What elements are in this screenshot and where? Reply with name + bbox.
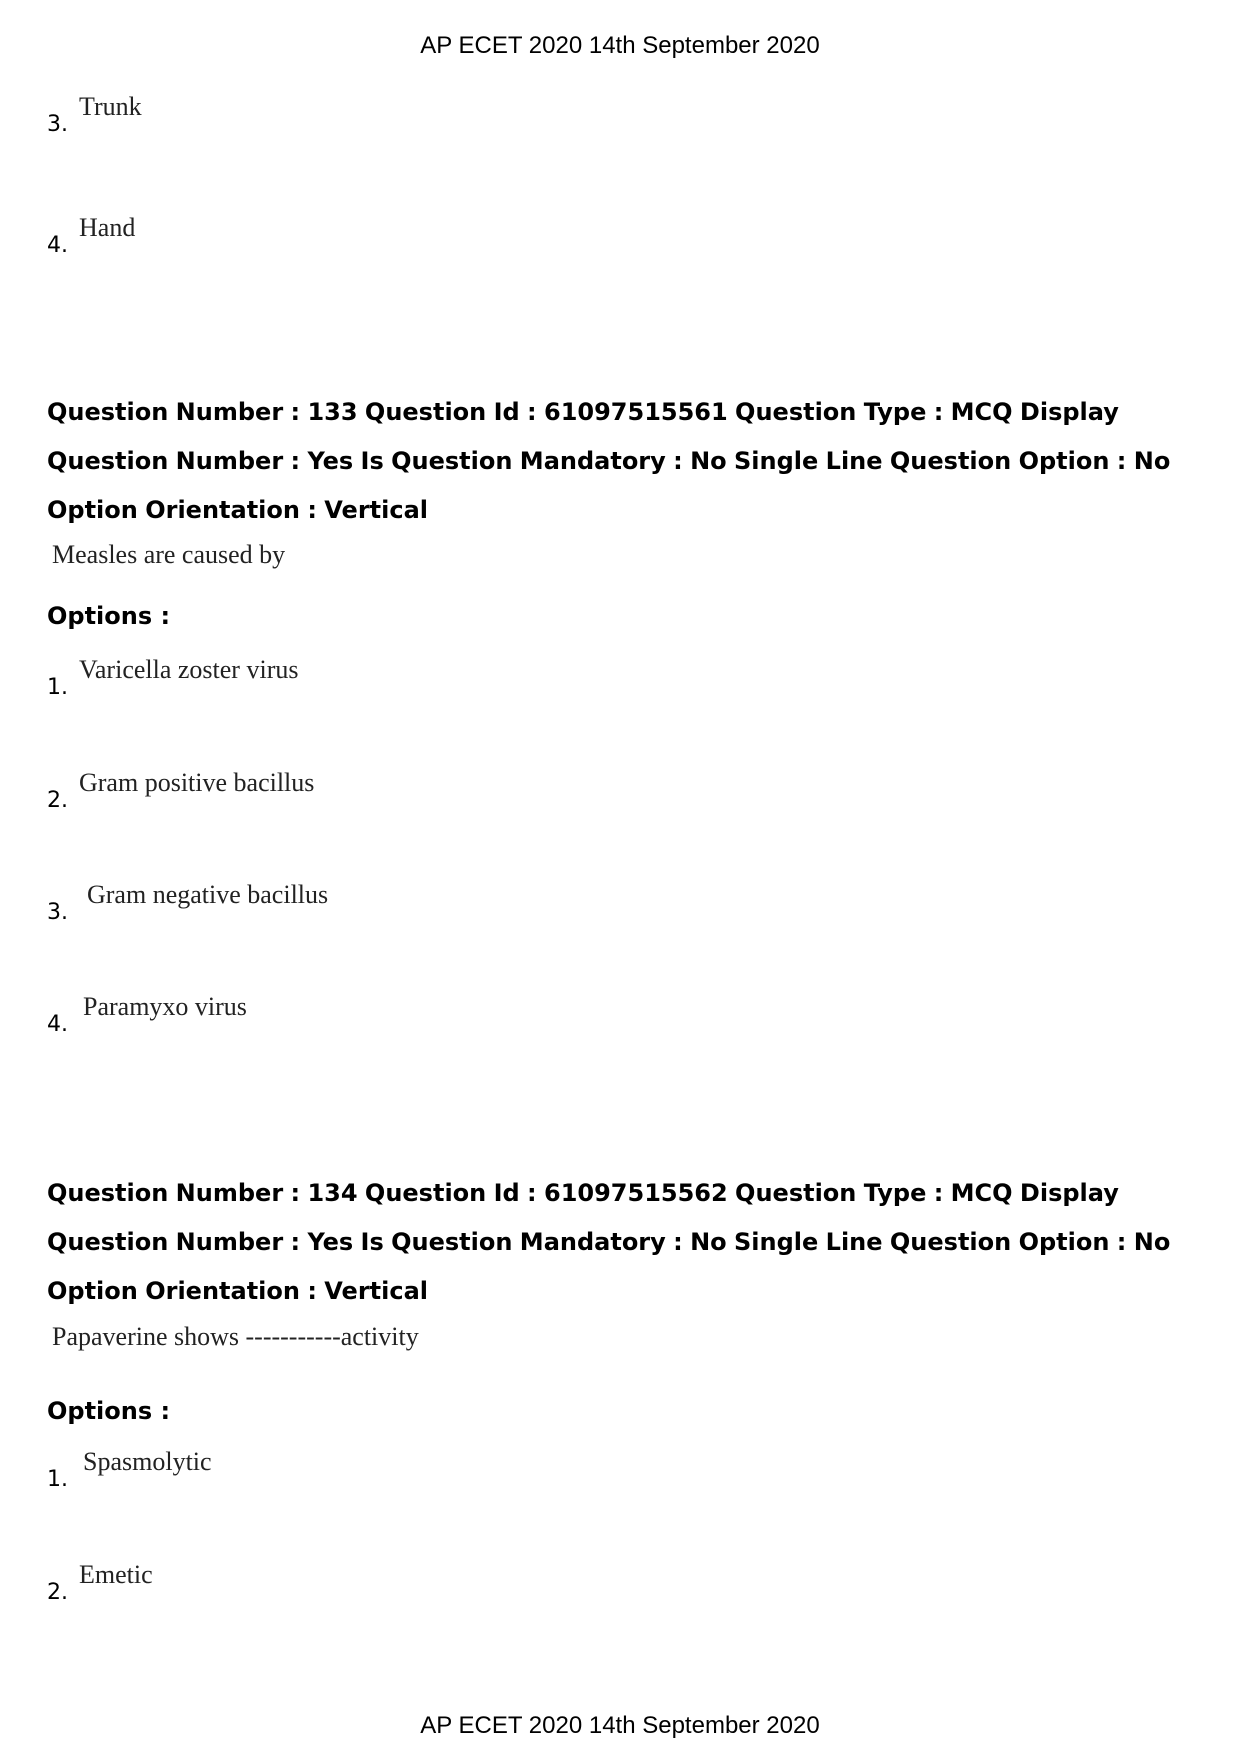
option-text: Gram negative bacillus xyxy=(87,880,329,909)
option-text: Varicella zoster virus xyxy=(79,655,299,684)
option-number: 1. xyxy=(47,1467,68,1492)
option-number: 4. xyxy=(47,233,68,258)
option-number: 2. xyxy=(47,1580,68,1605)
option-text: Paramyxo virus xyxy=(83,992,247,1021)
question-header: Question Number : 133 Question Id : 61097515561 Question Type : MCQ Display Question Number : Yes Is Question Mandatory : No Single Line Question Option : No Option Orientation : Vertical xyxy=(47,398,1171,524)
option-number: 2. xyxy=(47,788,68,813)
option-text: Trunk xyxy=(79,92,142,121)
option-text: Emetic xyxy=(79,1560,153,1589)
question-text: Measles are caused by xyxy=(52,540,286,569)
option-text: Spasmolytic xyxy=(83,1447,212,1476)
option-number: 3. xyxy=(47,112,68,137)
option-number: 1. xyxy=(47,675,68,700)
option-text: Hand xyxy=(79,213,136,242)
option-number: 4. xyxy=(47,1012,68,1037)
page-header: AP ECET 2020 14th September 2020 xyxy=(420,32,820,59)
options-label: Options : xyxy=(47,1397,171,1425)
option-text: Gram positive bacillus xyxy=(79,768,315,797)
question-text: Papaverine shows -----------activity xyxy=(52,1322,419,1351)
option-number: 3. xyxy=(47,900,68,925)
options-label: Options : xyxy=(47,602,171,630)
question-header: Question Number : 134 Question Id : 61097515562 Question Type : MCQ Display Question Number : Yes Is Question Mandatory : No Single Line Question Option : No Option Orientation : Vertical xyxy=(47,1179,1171,1305)
page-footer: AP ECET 2020 14th September 2020 xyxy=(420,1712,820,1739)
